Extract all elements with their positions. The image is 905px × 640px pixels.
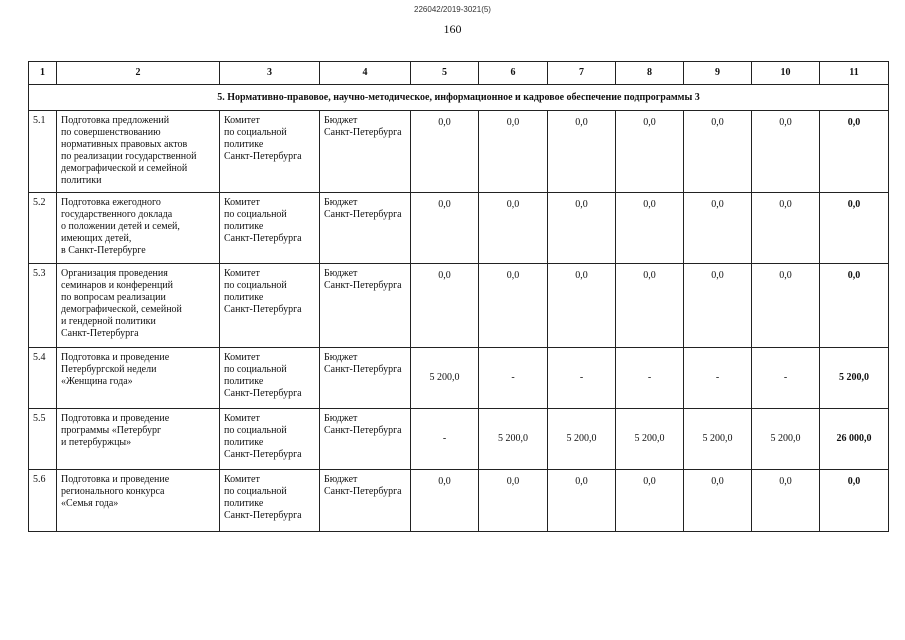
year-value: -	[479, 348, 548, 409]
row-number: 5.5	[29, 409, 57, 470]
row-number: 5.4	[29, 348, 57, 409]
year-value: -	[411, 409, 479, 470]
row-number: 5.6	[29, 470, 57, 532]
column-header-5: 5	[411, 62, 479, 85]
table-row	[29, 264, 889, 348]
header-row	[29, 62, 889, 85]
year-value: 5 200,0	[616, 409, 684, 470]
year-value: -	[548, 348, 616, 409]
year-value: 0,0	[548, 193, 616, 264]
year-value: 5 200,0	[411, 348, 479, 409]
table-row	[29, 193, 889, 264]
row-number: 5.2	[29, 193, 57, 264]
funding-source: Бюджет Санкт-Петербурга	[320, 264, 411, 348]
year-value: 0,0	[684, 111, 752, 193]
year-value: 0,0	[411, 264, 479, 348]
year-value: 0,0	[616, 264, 684, 348]
activity-name: Организация проведения семинаров и конференций по вопросам реализации демографической, семейной и гендерной политики Санкт-Петербурга	[57, 264, 220, 348]
activity-name: Подготовка и проведение регионального конкурса «Семья года»	[57, 470, 220, 532]
year-value: 0,0	[684, 470, 752, 532]
executor: Комитет по социальной политике Санкт-Петербурга	[220, 193, 320, 264]
column-header-3: 3	[220, 62, 320, 85]
document-number: 226042/2019-3021(5)	[414, 5, 491, 14]
year-value: 0,0	[411, 470, 479, 532]
year-value: 5 200,0	[479, 409, 548, 470]
column-header-1: 1	[29, 62, 57, 85]
table-row	[29, 470, 889, 532]
year-value: 0,0	[411, 111, 479, 193]
year-value: 0,0	[752, 193, 820, 264]
total-value: 5 200,0	[820, 348, 889, 409]
funding-source: Бюджет Санкт-Петербурга	[320, 348, 411, 409]
year-value: 0,0	[479, 264, 548, 348]
activity-name: Подготовка и проведение Петербургской недели «Женщина года»	[57, 348, 220, 409]
year-value: -	[752, 348, 820, 409]
activity-name: Подготовка и проведение программы «Петербург и петербуржцы»	[57, 409, 220, 470]
year-value: 0,0	[616, 111, 684, 193]
column-header-11: 11	[820, 62, 889, 85]
year-value: 0,0	[752, 470, 820, 532]
year-value: 0,0	[548, 264, 616, 348]
total-value: 26 000,0	[820, 409, 889, 470]
total-value: 0,0	[820, 470, 889, 532]
row-number: 5.3	[29, 264, 57, 348]
year-value: -	[684, 348, 752, 409]
table-row	[29, 111, 889, 193]
funding-source: Бюджет Санкт-Петербурга	[320, 409, 411, 470]
executor: Комитет по социальной политике Санкт-Петербурга	[220, 264, 320, 348]
program-table	[28, 61, 889, 532]
section-title-row	[29, 85, 889, 111]
column-header-9: 9	[684, 62, 752, 85]
year-value: 0,0	[411, 193, 479, 264]
total-value: 0,0	[820, 111, 889, 193]
year-value: 0,0	[684, 193, 752, 264]
funding-source: Бюджет Санкт-Петербурга	[320, 470, 411, 532]
column-header-8: 8	[616, 62, 684, 85]
section-title: 5. Нормативно-правовое, научно-методическое, информационное и кадровое обеспечение подпрограммы 3	[29, 85, 889, 111]
year-value: 5 200,0	[548, 409, 616, 470]
year-value: 0,0	[616, 470, 684, 532]
year-value: 0,0	[479, 111, 548, 193]
year-value: 0,0	[684, 264, 752, 348]
activity-name: Подготовка предложений по совершенствованию нормативных правовых актов по реализации государственной демографической и семейной политики	[57, 111, 220, 193]
executor: Комитет по социальной политике Санкт-Петербурга	[220, 111, 320, 193]
year-value: 0,0	[616, 193, 684, 264]
column-header-6: 6	[479, 62, 548, 85]
executor: Комитет по социальной политике Санкт-Петербурга	[220, 470, 320, 532]
row-number: 5.1	[29, 111, 57, 193]
column-header-2: 2	[57, 62, 220, 85]
year-value: 0,0	[752, 111, 820, 193]
column-header-7: 7	[548, 62, 616, 85]
funding-source: Бюджет Санкт-Петербурга	[320, 111, 411, 193]
activity-name: Подготовка ежегодного государственного доклада о положении детей и семей, имеющих детей, в Санкт-Петербурге	[57, 193, 220, 264]
funding-source: Бюджет Санкт-Петербурга	[320, 193, 411, 264]
year-value: 0,0	[548, 470, 616, 532]
table-row	[29, 348, 889, 409]
year-value: -	[616, 348, 684, 409]
page-number: 160	[443, 22, 462, 36]
total-value: 0,0	[820, 193, 889, 264]
year-value: 0,0	[752, 264, 820, 348]
year-value: 5 200,0	[684, 409, 752, 470]
table-row	[29, 409, 889, 470]
year-value: 0,0	[479, 193, 548, 264]
column-header-4: 4	[320, 62, 411, 85]
total-value: 0,0	[820, 264, 889, 348]
executor: Комитет по социальной политике Санкт-Петербурга	[220, 409, 320, 470]
year-value: 0,0	[548, 111, 616, 193]
year-value: 5 200,0	[752, 409, 820, 470]
executor: Комитет по социальной политике Санкт-Петербурга	[220, 348, 320, 409]
year-value: 0,0	[479, 470, 548, 532]
column-header-10: 10	[752, 62, 820, 85]
